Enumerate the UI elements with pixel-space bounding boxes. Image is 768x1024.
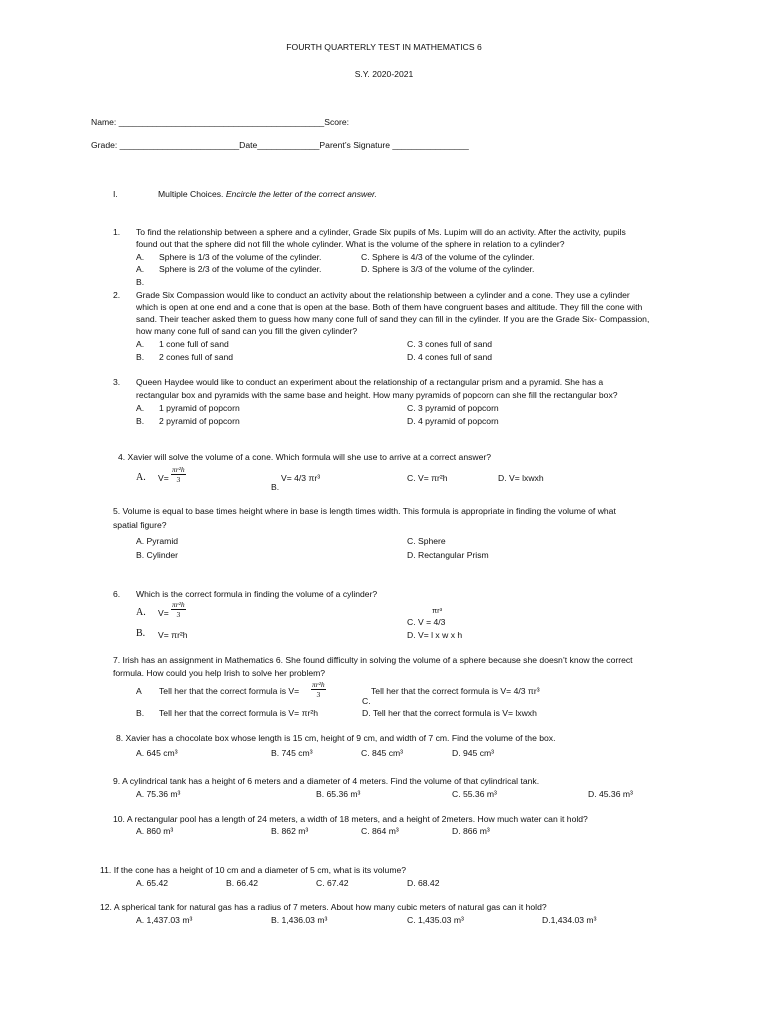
q1-option-d[interactable]: D. Sphere is 3/3 of the volume of the cylinder. [361, 264, 535, 274]
q7-option-a[interactable]: Tell her that the correct formula is V= [159, 686, 300, 696]
q10-option-b[interactable]: B. 862 m³ [271, 826, 309, 836]
q8-text: 8. Xavier has a chocolate box whose length is 15 cm, height of 9 cm, and width of 7 cm. Find the volume of the box. [116, 733, 556, 743]
name-score-line: Name: ___________________________________________Score: [91, 117, 350, 127]
q5-option-b[interactable]: B. Cylinder [136, 550, 179, 560]
q2-line4: how many cone full of sand can you fill the given cylinder? [136, 326, 358, 336]
q8-option-a[interactable]: A. 645 cm³ [136, 748, 178, 758]
q2-option-b[interactable]: 2 cones full of sand [159, 352, 234, 362]
q10-option-d[interactable]: D. 866 m³ [452, 826, 490, 836]
q11-text: 11. If the cone has a height of 10 cm and a diameter of 5 cm, what is its volume? [100, 865, 407, 875]
section-instruction: Encircle the letter of the correct answer. [225, 189, 377, 199]
grade-date-signature-line: Grade: _________________________Date_____________Parent’s Signature ________________ [91, 140, 469, 150]
q12-option-a[interactable]: A. 1,437.03 m³ [136, 915, 193, 925]
q4-option-a-fraction[interactable] [171, 466, 186, 483]
q7-option-b[interactable]: Tell her that the correct formula is V= πr²h [159, 708, 319, 718]
q7-option-a-letter: A [136, 686, 142, 696]
q1-line1: To find the relationship between a sphere and a cylinder, Grade Six pupils of Ms. Lupim will do an activity. After the activity, pupils [136, 227, 626, 237]
q3-line2: rectangular box and pyramids with the same base and height. How many pyramids of popcorn can she fill the rectangular box? [136, 390, 618, 400]
q10-option-c[interactable]: C. 864 m³ [361, 826, 399, 836]
q6-option-c[interactable]: C. V = 4/3 [407, 617, 446, 627]
q2-line3: sand. Their teacher asked them to guess how many cone full of sand they can fill in the cylinder. If you are the Grade Six- Compassion, [136, 314, 650, 324]
fraction-denominator: 3 [316, 689, 321, 699]
q6-option-b-letter: B. [136, 628, 146, 639]
q3-number: 3. [113, 377, 121, 387]
q1-line2: found out that the sphere did not fill the whole cylinder. What is the volume of the sphere in relation to a cylinder? [136, 239, 565, 249]
school-year: S.Y. 2020-2021 [354, 69, 414, 79]
q11-option-a[interactable]: A. 65.42 [136, 878, 169, 888]
q8-option-c[interactable]: C. 845 cm³ [361, 748, 404, 758]
test-title: FOURTH QUARTERLY TEST IN MATHEMATICS 6 [286, 42, 482, 52]
q9-option-d[interactable]: D. 45.36 m³ [588, 789, 633, 799]
q9-option-b[interactable]: B. 65.36 m³ [316, 789, 361, 799]
section-number: I. [113, 189, 118, 199]
q1-option-a-letter: A. [136, 252, 145, 262]
q4-option-a-prefix[interactable]: V= [158, 473, 169, 483]
q11-option-d[interactable]: D. 68.42 [407, 878, 440, 888]
q7-option-c-letter: C. [362, 696, 371, 706]
q6-option-a-letter: A. [136, 607, 146, 618]
q3-option-a[interactable]: 1 pyramid of popcorn [159, 403, 240, 413]
q3-option-c[interactable]: C. 3 pyramid of popcorn [407, 403, 499, 413]
q3-option-b-letter: B. [136, 416, 145, 426]
q4-option-c[interactable]: C. V= πr²h [407, 473, 448, 483]
q9-text: 9. A cylindrical tank has a height of 6 meters and a diameter of 4 meters. Find the volume of that cylindrical tank. [113, 776, 540, 786]
q2-line1: Grade Six Compassion would like to conduct an activity about the relationship between a cylinder and a cone. They use a cylinder [136, 290, 630, 300]
q6-number: 6. [113, 589, 121, 599]
q1-extra-letter: B. [136, 277, 145, 287]
q8-option-b[interactable]: B. 745 cm³ [271, 748, 313, 758]
fraction-denominator: 3 [176, 474, 181, 484]
q2-option-a[interactable]: 1 cone full of sand [159, 339, 229, 349]
q4-option-a-letter: A. [136, 472, 146, 483]
q3-option-a-letter: A. [136, 403, 145, 413]
q10-option-a[interactable]: A. 860 m³ [136, 826, 174, 836]
q11-option-c[interactable]: C. 67.42 [316, 878, 349, 888]
q2-option-d[interactable]: D. 4 cones full of sand [407, 352, 493, 362]
q6-option-a-fraction[interactable] [171, 601, 186, 618]
q2-line2: which is open at one end and a cone that is open at the base. Both of them have congruent bases and altitude. They fill the cone with [136, 302, 643, 312]
q2-number: 2. [113, 290, 121, 300]
q4-option-b-letter: B. [271, 482, 280, 492]
q12-option-b[interactable]: B. 1,436.03 m³ [271, 915, 328, 925]
q5-option-a[interactable]: A. Pyramid [136, 536, 179, 546]
q6-option-c-superscript: πr³ [432, 606, 443, 615]
q10-text: 10. A rectangular pool has a length of 24 meters, a width of 18 meters, and a height of 2meters. How much water can it hold? [113, 814, 588, 824]
section-title: Multiple Choices. [158, 189, 224, 199]
q2-option-a-letter: A. [136, 339, 145, 349]
q9-option-a[interactable]: A. 75.36 m³ [136, 789, 181, 799]
q1-option-a[interactable]: Sphere is 1/3 of the volume of the cylinder. [159, 252, 322, 262]
q4-text: 4. Xavier will solve the volume of a cone. Which formula will she use to arrive at a correct answer? [118, 452, 492, 462]
q3-line1: Queen Haydee would like to conduct an experiment about the relationship of a rectangular prism and a pyramid. She has a [136, 377, 604, 387]
q6-option-a-prefix[interactable]: V= [158, 608, 169, 618]
q1-option-c[interactable]: C. Sphere is 4/3 of the volume of the cylinder. [361, 252, 535, 262]
fraction-numerator: πr²h [172, 600, 185, 609]
q6-option-b[interactable]: V= πr²h [158, 630, 188, 640]
q1-number: 1. [113, 227, 121, 237]
section-heading [158, 190, 377, 199]
q4-option-b[interactable]: V= 4/3 πr³ [281, 473, 321, 483]
q6-option-d[interactable]: D. V= l x w x h [407, 630, 463, 640]
fraction-denominator: 3 [176, 609, 181, 619]
q11-option-b[interactable]: B. 66.42 [226, 878, 259, 888]
q5-line2: spatial figure? [113, 520, 167, 530]
q7-option-b-letter: B. [136, 708, 145, 718]
q9-option-c[interactable]: C. 55.36 m³ [452, 789, 497, 799]
q7-option-c[interactable]: Tell her that the correct formula is V= 4/3 πr³ [371, 686, 540, 696]
q1-option-b[interactable]: Sphere is 2/3 of the volume of the cylinder. [159, 264, 322, 274]
q12-text: 12. A spherical tank for natural gas has a radius of 7 meters. About how many cubic meters of natural gas can it hold? [100, 902, 547, 912]
q5-option-c[interactable]: C. Sphere [407, 536, 446, 546]
q7-option-d[interactable]: D. Tell her that the correct formula is V= lxwxh [362, 708, 537, 718]
q12-option-d[interactable]: D.1,434.03 m³ [542, 915, 597, 925]
q1-option-b-letter: A. [136, 264, 145, 274]
q2-option-c[interactable]: C. 3 cones full of sand [407, 339, 493, 349]
q7-line2: formula. How could you help Irish to solve her problem? [113, 668, 326, 678]
fraction-numerator: πr²h [172, 465, 185, 474]
q3-option-b[interactable]: 2 pyramid of popcorn [159, 416, 240, 426]
q8-option-d[interactable]: D. 945 cm³ [452, 748, 495, 758]
q5-line1: 5. Volume is equal to base times height where in base is length times width. This formula is appropriate in finding the volume of what [113, 506, 616, 516]
q2-option-b-letter: B. [136, 352, 145, 362]
q6-text: Which is the correct formula in finding the volume of a cylinder? [136, 589, 378, 599]
fraction-numerator: πr²h [312, 680, 325, 689]
q7-option-a-fraction[interactable] [311, 681, 326, 698]
q3-option-d[interactable]: D. 4 pyramid of popcorn [407, 416, 499, 426]
q4-option-d[interactable]: D. V= lxwxh [498, 473, 544, 483]
q5-option-d[interactable]: D. Rectangular Prism [407, 550, 489, 560]
q7-line1: 7. Irish has an assignment in Mathematics 6. She found difficulty in solving the volume of a sphere because she doesn’t know the correct [113, 655, 633, 665]
q12-option-c[interactable]: C. 1,435.03 m³ [407, 915, 464, 925]
